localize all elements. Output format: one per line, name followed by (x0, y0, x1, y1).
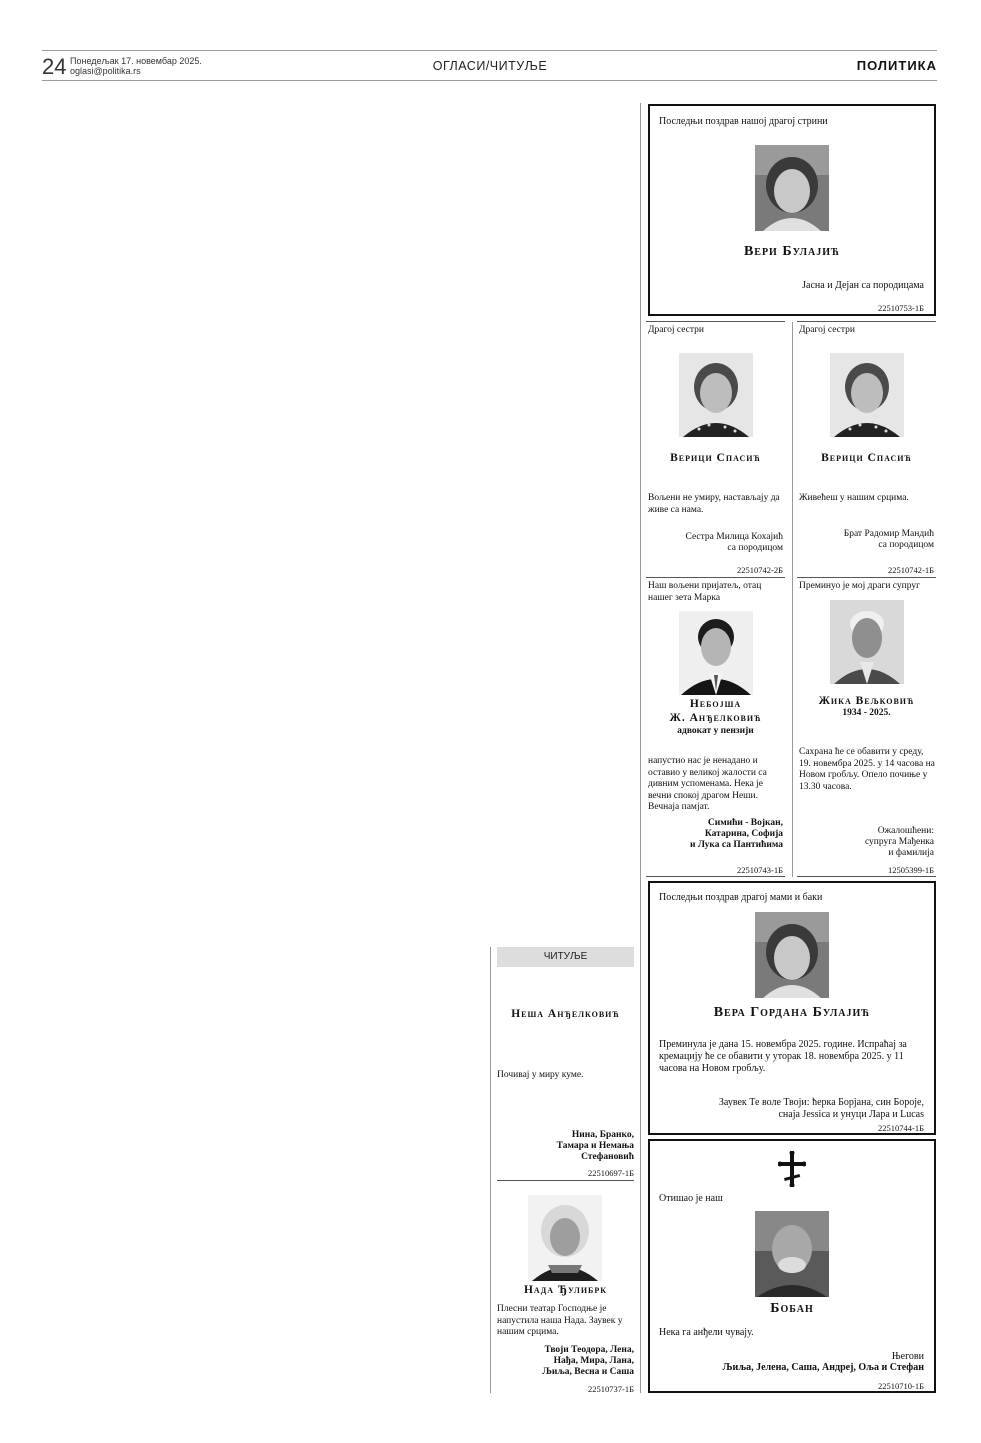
deceased-name: Неша Анђелковић (511, 1008, 620, 1020)
notice-text: Почивај у миру куме. (497, 1070, 584, 1080)
chitulje-section-label: ЧИТУЉЕ (497, 947, 634, 967)
rule (797, 876, 936, 877)
notice-nesa-andjelkovic (497, 970, 634, 1180)
signers-line1: Брат Радомир Мандић (843, 529, 934, 539)
brand-logo: ПОЛИТИКА (856, 58, 937, 73)
header-date: Понедељак 17. новембар 2025. (70, 56, 202, 66)
header-top-rule (42, 50, 937, 51)
signers-line1: Нина, Бранко, (571, 1130, 634, 1140)
ad-code: 22510753-1Б (878, 303, 924, 313)
portrait-photo (830, 353, 904, 437)
ad-code: 12505399-1Б (888, 865, 934, 875)
notice-intro: Отишао је наш (659, 1193, 723, 1204)
notice-intro: Драгој сестри (799, 325, 855, 335)
notice-text: Плесни театар Господње је напустила наша Нада. Заувек у нашим срцима. (497, 1304, 623, 1337)
notice-nada-djulibrk (497, 1183, 634, 1393)
notice-text: Преминула је дана 15. новембра 2025. године. Испраћај за кремацију ће се обавити у уторак 18. новембра 2025. у 11 часова на Новом гробљу. (659, 1039, 907, 1074)
header-email[interactable]: oglasi@politika.rs (70, 66, 141, 76)
signers-line3: Љиља, Весна и Саша (542, 1367, 634, 1377)
signers-line3: Стефановић (581, 1152, 634, 1162)
signers-line1: Симићи - Војкан, (707, 818, 783, 828)
notice-verica-spasic-brother (797, 322, 936, 577)
signers-line1: Заувек Те воле Твоји: ћерка Борјана, син Борoje, (718, 1097, 924, 1108)
deceased-name: Верици Спасић (821, 452, 912, 464)
column-rule-middle (792, 322, 793, 877)
portrait-photo (830, 600, 904, 684)
signers-line3: и фамилија (888, 848, 934, 858)
ad-code: 22510742-1Б (888, 565, 934, 575)
signers-line2: снаја Jessica и унуци Лара и Lucas (778, 1109, 924, 1120)
page-number: 24 (42, 54, 67, 79)
notice-boban (648, 1139, 936, 1393)
deceased-title: адвокат у пензији (677, 726, 754, 736)
notice-intro: Наш вољени пријатељ, отац нашег зета Марка (648, 581, 762, 603)
notice-text: Сахрана ће се обавити у среду, 19. новембра 2025. у 14 часова на Новом гробљу. Опело почиње у 13.30 часова. (799, 747, 935, 792)
notice-text: напустио нас је ненадано и оставио у великој жалости са дивним успоменама. Нека је вечни спокој драгом Неши. Вечнаја памјат. (648, 756, 767, 812)
ad-code: 22510742-2Б (737, 565, 783, 575)
ad-code: 22510697-1Б (588, 1168, 634, 1178)
portrait-photo (679, 353, 753, 437)
signers-line2: Тамара и Немања (556, 1141, 634, 1151)
portrait-photo (679, 611, 753, 695)
portrait-photo (755, 145, 829, 231)
rule (497, 1180, 634, 1181)
signers-line2: супруга Мађенка (864, 837, 934, 847)
notice-vera-bulajic (648, 104, 936, 316)
signers-line1: Ожалошћени: (877, 826, 934, 836)
signers-line3: и Лука са Пантићима (689, 840, 783, 850)
deceased-name: Вера Гордана Булајић (713, 1005, 871, 1020)
signers: Јасна и Дејан са породицама (802, 280, 924, 291)
signers-line2: Љиља, Јелена, Саша, Андреј, Оља и Стефан (722, 1362, 924, 1373)
ad-code: 22510744-1Б (878, 1123, 924, 1133)
deceased-name-line2: Ж. Анђелковић (669, 712, 762, 724)
signers-line1: Сестра Милица Кохајић (685, 532, 783, 542)
signers-line2: Нађа, Мира, Лана, (553, 1356, 634, 1366)
notice-intro: Преминуо је мој драги супруг (799, 581, 921, 591)
ad-code: 22510737-1Б (588, 1384, 634, 1394)
deceased-years: 1934 - 2025. (842, 708, 891, 718)
notice-text: Вољени не умиру, настављају да живе са нама. (648, 493, 780, 515)
column-rule-right (640, 103, 641, 1393)
ad-code: 22510743-1Б (737, 865, 783, 875)
signers-line2: Катарина, Софија (704, 829, 783, 839)
notice-intro: Последњи поздрав нашој драгој стрини (659, 116, 828, 127)
signers-line2: са породицом (878, 540, 934, 550)
header-bottom-rule (42, 80, 937, 81)
deceased-name: Вери Булајић (743, 244, 841, 259)
notice-verica-spasic-sister (646, 322, 785, 577)
notice-zika-veljkovic (797, 578, 936, 876)
ad-code: 22510710-1Б (878, 1381, 924, 1391)
portrait-photo (755, 912, 829, 998)
notice-vera-gordana-bulajic (648, 881, 936, 1135)
column-rule-left (490, 947, 491, 1393)
deceased-name: Бобан (770, 1301, 814, 1316)
orthodox-cross-icon (778, 1151, 806, 1187)
notice-intro: Драгој сестри (648, 325, 704, 335)
section-title: ОГЛАСИ/ЧИТУЉЕ (432, 59, 548, 73)
signers-line1: Његови (891, 1351, 924, 1362)
deceased-name: Верици Спасић (670, 452, 761, 464)
notice-text: Живећеш у нашим срцима. (799, 493, 909, 503)
header-date-block (70, 56, 202, 76)
notice-intro: Последњи поздрав драгој мами и баки (659, 892, 823, 903)
rule (646, 876, 785, 877)
notice-text: Нека га анђели чувају. (659, 1327, 754, 1338)
signers-line1: Твоји Теодора, Лена, (544, 1345, 634, 1355)
deceased-name-line1: Небојша (689, 698, 742, 710)
deceased-name: Нада Ђулибрк (523, 1284, 608, 1296)
signers-line2: са породицом (727, 543, 783, 553)
notice-nebojsa-andjelkovic (646, 578, 785, 876)
portrait-photo (755, 1211, 829, 1297)
portrait-photo (528, 1195, 602, 1281)
deceased-name: Жика Вељковић (818, 695, 915, 707)
